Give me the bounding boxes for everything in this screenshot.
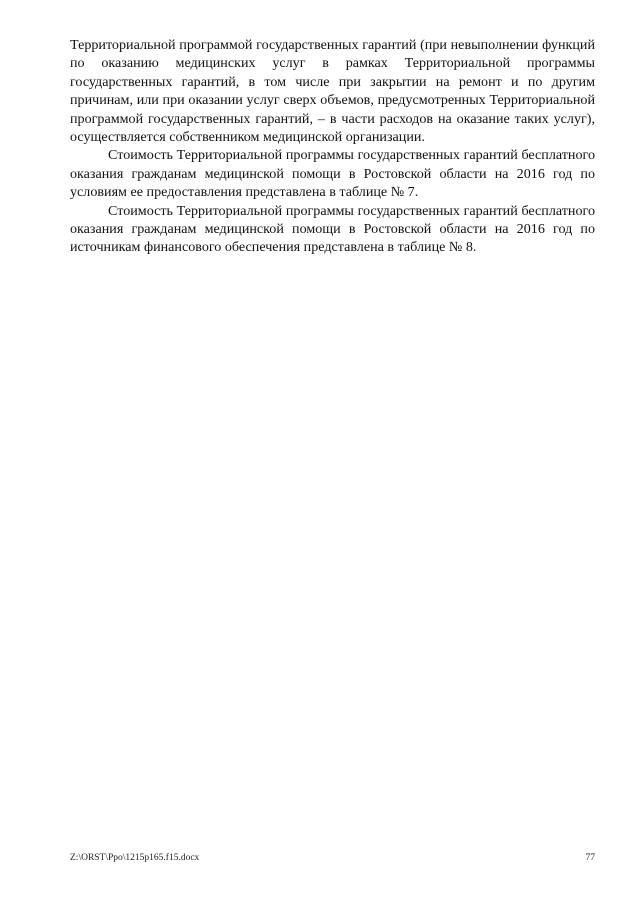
footer-file-path: Z:\ORST\Ppo\1215p165.f15.docx bbox=[70, 853, 200, 863]
paragraph-cost-by-conditions: Стоимость Территориальной программы государственных гарантий бесплатного оказания гражданам медицинской помощи в Ростовской области на 2016 год по условиям ее предоставления представлена в таблице № 7. bbox=[70, 147, 595, 201]
paragraph-cost-by-sources: Стоимость Территориальной программы государственных гарантий бесплатного оказания гражданам медицинской помощи в Ростовской области на 2016 год по источникам финансового обеспечения представлена в таблице № 8. bbox=[70, 202, 595, 256]
paragraph-continuation: Территориальной программой государственных гарантий (при невыполнении функций по оказанию медицинских услуг в рамках Территориальной программы государственных гарантий, в том числе при закрытии на ремонт и по другим причинам, или при оказании услуг сверх объемов, предусмотренных Территориальной программой государственных гарантий, – в части расходов на оказание таких услуг), осуществляется собственником медицинской организации. bbox=[70, 37, 595, 146]
body-text bbox=[70, 36, 595, 257]
page-number: 77 bbox=[585, 853, 595, 863]
